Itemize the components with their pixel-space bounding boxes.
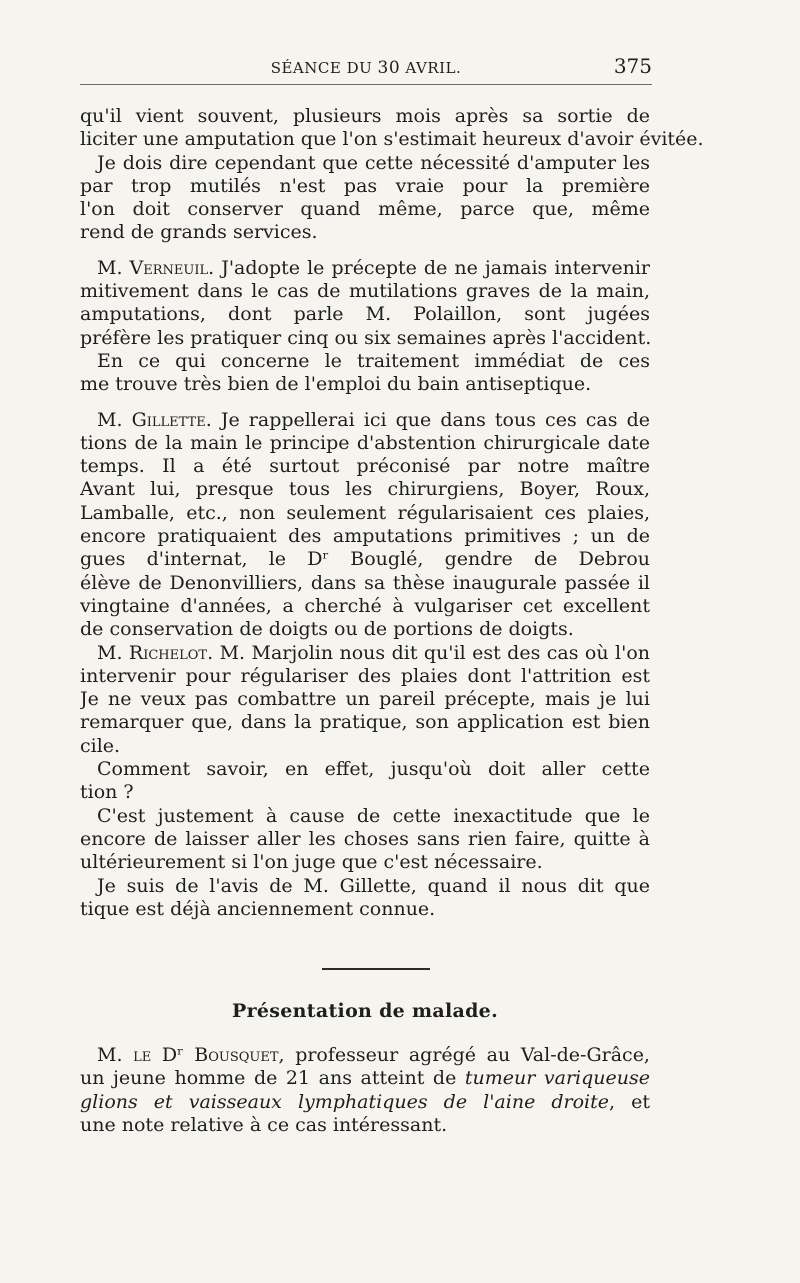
paragraph-9 (80, 875, 650, 922)
speaker-name: M. Gillette. (97, 408, 212, 431)
text-line: gues d'internat, le Dʳ Bouglé, gendre de Debrou (80, 548, 650, 571)
text-line: professeur agrégé au Val-de-Grâce, (295, 1044, 650, 1066)
paragraph-4 (80, 350, 650, 397)
text-line: remarquer que, dans la pratique, son application est bien (80, 711, 650, 734)
speaker-name (97, 1044, 285, 1066)
text-line: Lamballe, etc., non seulement régularisaient ces plaies, (80, 501, 650, 524)
running-head-part-a: SÉANCE DU (270, 59, 378, 77)
section-divider (322, 968, 430, 970)
paragraph-richelot (80, 642, 650, 758)
section-body (80, 1044, 650, 1137)
text-line: M. Marjolin nous dit qu'il est des cas où l'on (219, 641, 650, 664)
speaker-label: M. le Dʳ Bousquet, (97, 1044, 285, 1066)
text-line: J'adopte le précepte de ne jamais intervenir (221, 256, 650, 279)
text-line: amputations, dont parle M. Polaillon, sont jugées (80, 303, 650, 326)
text-line: temps. Il a été surtout préconisé par notre maître (80, 455, 650, 478)
text-line: me trouve très bien de l'emploi du bain antiseptique. (80, 373, 592, 396)
text-line: intervenir pour régulariser des plaies dont l'attrition est (80, 664, 650, 687)
paragraph-1 (80, 105, 704, 152)
text-line: cile. (80, 734, 121, 757)
paragraph-7 (80, 758, 650, 805)
text-line: Je suis de l'avis de M. Gillette, quand il nous dit que (97, 874, 650, 897)
paragraph-verneuil (80, 257, 650, 350)
running-head-part-b: AVRIL. (400, 59, 462, 77)
paragraph-gillette (80, 409, 650, 642)
text-line: , et (609, 1090, 650, 1113)
text-line: préfère les pratiquer cinq ou six semaines après l'accident. (80, 326, 652, 349)
paragraph-gap (80, 245, 650, 257)
text-line: mitivement dans le cas de mutilations graves de la main, (80, 280, 650, 303)
text-line: par trop mutilés n'est pas vraie pour la première (80, 174, 650, 197)
paragraph-8 (80, 805, 650, 875)
text-line: encore de laisser aller les choses sans rien faire, quitte à (80, 827, 650, 850)
text-line: Comment savoir, en effet, jusqu'où doit aller cette (97, 758, 650, 781)
paragraph-2 (80, 152, 650, 245)
text-line: un jeune homme de 21 ans atteint de (80, 1067, 465, 1090)
text-line: Je ne veux pas combattre un pareil précepte, mais je lui (80, 688, 650, 711)
text-line: ultérieurement si l'on juge que c'est nécessaire. (80, 851, 543, 874)
italic-text: glions et vaisseaux lymphatiques de l'aine droite (80, 1090, 610, 1113)
paragraph-gap (80, 397, 650, 409)
speaker-name: M. Richelot. (97, 641, 214, 664)
page-header (80, 56, 652, 85)
text-line: tion ? (80, 781, 134, 804)
speaker-name: M. Verneuil. (97, 256, 215, 279)
text-line: C'est justement à cause de cette inexactitude que le (97, 804, 650, 827)
text-line: tique est déjà anciennement connue. (80, 897, 436, 920)
text-line: rend de grands services. (80, 221, 318, 244)
italic-text: tumeur variqueuse (464, 1067, 650, 1090)
text-line: une note relative à ce cas intéressant. (80, 1113, 448, 1136)
text-line: liciter une amputation que l'on s'estimait heureux d'avoir évitée. (80, 128, 704, 151)
body-text (80, 105, 704, 921)
text-line: Je rappellerai ici que dans tous ces cas de (220, 408, 650, 431)
text-line: de conservation de doigts ou de portions de doigts. (80, 618, 574, 641)
text-line: En ce qui concerne le traitement immédiat de ces (97, 349, 650, 372)
running-head-date: 30 (377, 58, 401, 78)
text-line: élève de Denonvilliers, dans sa thèse inaugurale passée il (80, 571, 650, 594)
section-title: Présentation de malade. (232, 1000, 498, 1022)
text-line: encore pratiquaient des amputations primitives ; un de (80, 525, 650, 548)
page-number: 375 (613, 54, 652, 78)
text-line: qu'il vient souvent, plusieurs mois après sa sortie de (80, 105, 650, 127)
text-line: tions de la main le principe d'abstention chirurgicale date (80, 431, 650, 454)
text-line: Je dois dire cependant que cette nécessité d'amputer les (97, 151, 650, 174)
running-head (80, 58, 652, 78)
text-line: l'on doit conserver quand même, parce que, même (80, 198, 650, 221)
text-line: vingtaine d'années, a cherché à vulgariser cet excellent (80, 594, 650, 617)
text-line: Avant lui, presque tous les chirurgiens, Boyer, Roux, (80, 478, 650, 501)
